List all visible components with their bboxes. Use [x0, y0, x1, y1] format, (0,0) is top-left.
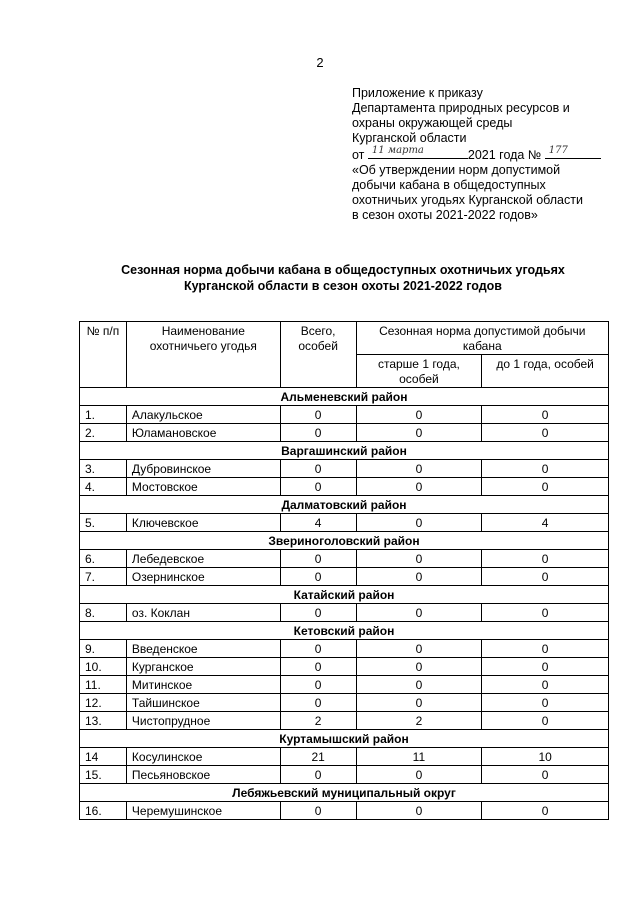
younger-count: 0: [482, 676, 609, 694]
district-row: [80, 586, 609, 604]
younger-count: 0: [482, 802, 609, 820]
row-number: 14: [80, 748, 127, 766]
older-count: 0: [356, 460, 482, 478]
total-count: 0: [280, 550, 356, 568]
older-count: 0: [356, 640, 482, 658]
younger-count: 0: [482, 658, 609, 676]
hunting-ground-name: Черемушинское: [126, 802, 280, 820]
older-count: 0: [356, 802, 482, 820]
total-count: 0: [280, 406, 356, 424]
total-count: 0: [280, 478, 356, 496]
row-number: 7.: [80, 568, 127, 586]
row-number: 13.: [80, 712, 127, 730]
date-fill: [368, 146, 468, 159]
appendix-line: Департамента природных ресурсов и: [352, 101, 570, 115]
hunting-ground-name: Лебедевское: [126, 550, 280, 568]
appendix-block: [352, 86, 622, 223]
district-row: [80, 388, 609, 406]
row-number: 12.: [80, 694, 127, 712]
hunting-ground-name: Юламановское: [126, 424, 280, 442]
table-row: [80, 694, 609, 712]
table-row: [80, 604, 609, 622]
row-number: 1.: [80, 406, 127, 424]
table-row: [80, 640, 609, 658]
younger-count: 0: [482, 460, 609, 478]
older-count: 0: [356, 568, 482, 586]
appendix-line: Приложение к приказу: [352, 86, 483, 100]
table-row: [80, 568, 609, 586]
district-name: Кетовский район: [80, 622, 609, 640]
header-season: Сезонная норма допустимой добычи кабана: [356, 322, 608, 355]
date-prefix: от: [352, 148, 365, 162]
older-count: 0: [356, 604, 482, 622]
hunting-ground-name: Курганское: [126, 658, 280, 676]
row-number: 9.: [80, 640, 127, 658]
older-count: 0: [356, 766, 482, 784]
older-count: 0: [356, 694, 482, 712]
table-row: [80, 460, 609, 478]
district-row: [80, 730, 609, 748]
appendix-quote: охотничьих угодьях Курганской области: [352, 193, 583, 207]
header-younger: до 1 года, особей: [482, 355, 609, 388]
header-num: № п/п: [80, 322, 127, 388]
table-row: [80, 658, 609, 676]
older-count: 0: [356, 424, 482, 442]
total-count: 4: [280, 514, 356, 532]
younger-count: 0: [482, 478, 609, 496]
table-row: [80, 712, 609, 730]
number-fill: [545, 146, 601, 159]
total-count: 0: [280, 604, 356, 622]
row-number: 16.: [80, 802, 127, 820]
older-count: 2: [356, 712, 482, 730]
table-row: [80, 676, 609, 694]
quota-table: [79, 321, 609, 820]
total-count: 0: [280, 568, 356, 586]
district-name: Звериноголовский район: [80, 532, 609, 550]
hunting-ground-name: Тайшинское: [126, 694, 280, 712]
younger-count: 0: [482, 550, 609, 568]
hunting-ground-name: Косулинское: [126, 748, 280, 766]
table-row: [80, 748, 609, 766]
older-count: 0: [356, 550, 482, 568]
total-count: 0: [280, 460, 356, 478]
district-row: [80, 622, 609, 640]
hunting-ground-name: Алакульское: [126, 406, 280, 424]
row-number: 2.: [80, 424, 127, 442]
appendix-quote: в сезон охоты 2021-2022 годов»: [352, 208, 538, 222]
hunting-ground-name: Ключевское: [126, 514, 280, 532]
total-count: 0: [280, 676, 356, 694]
younger-count: 0: [482, 406, 609, 424]
row-number: 5.: [80, 514, 127, 532]
older-count: 0: [356, 676, 482, 694]
younger-count: 0: [482, 424, 609, 442]
hunting-ground-name: Введенское: [126, 640, 280, 658]
document-title: [60, 262, 626, 294]
header-total: Всего, особей: [280, 322, 356, 388]
younger-count: 0: [482, 694, 609, 712]
table-body: [80, 388, 609, 820]
total-count: 0: [280, 694, 356, 712]
date-middle: 2021 года №: [467, 148, 542, 162]
total-count: 0: [280, 424, 356, 442]
younger-count: 0: [482, 712, 609, 730]
younger-count: 10: [482, 748, 609, 766]
younger-count: 0: [482, 568, 609, 586]
appendix-line: Курганской области: [352, 131, 467, 145]
hunting-ground-name: Песьяновское: [126, 766, 280, 784]
older-count: 11: [356, 748, 482, 766]
district-name: Варгашинский район: [80, 442, 609, 460]
table-row: [80, 424, 609, 442]
appendix-date-line: [352, 146, 622, 163]
row-number: 6.: [80, 550, 127, 568]
district-row: [80, 532, 609, 550]
district-name: Альменевский район: [80, 388, 609, 406]
district-name: Куртамышский район: [80, 730, 609, 748]
hunting-ground-name: Озернинское: [126, 568, 280, 586]
hunting-ground-name: Мостовское: [126, 478, 280, 496]
appendix-quote: добычи кабана в общедоступных: [352, 178, 546, 192]
total-count: 2: [280, 712, 356, 730]
total-count: 0: [280, 658, 356, 676]
district-name: Катайский район: [80, 586, 609, 604]
older-count: 0: [356, 658, 482, 676]
row-number: 15.: [80, 766, 127, 784]
title-line: Курганской области в сезон охоты 2021-2022 годов: [184, 279, 502, 293]
district-row: [80, 442, 609, 460]
row-number: 3.: [80, 460, 127, 478]
table-row: [80, 550, 609, 568]
header-older: старше 1 года, особей: [356, 355, 482, 388]
district-name: Лебяжьевский муниципальный округ: [80, 784, 609, 802]
appendix-quote: «Об утверждении норм допустимой: [352, 163, 561, 177]
district-name: Далматовский район: [80, 496, 609, 514]
younger-count: 0: [482, 604, 609, 622]
table-row: [80, 514, 609, 532]
hunting-ground-name: Митинское: [126, 676, 280, 694]
younger-count: 0: [482, 766, 609, 784]
row-number: 4.: [80, 478, 127, 496]
younger-count: 4: [482, 514, 609, 532]
table-row: [80, 802, 609, 820]
total-count: 0: [280, 802, 356, 820]
district-row: [80, 784, 609, 802]
row-number: 10.: [80, 658, 127, 676]
older-count: 0: [356, 406, 482, 424]
handwritten-date: 11 марта: [371, 145, 424, 156]
district-row: [80, 496, 609, 514]
table-row: [80, 478, 609, 496]
total-count: 0: [280, 766, 356, 784]
header-name: Наименование охотничьего угодья: [126, 322, 280, 388]
hunting-ground-name: Дубровинское: [126, 460, 280, 478]
title-line: Сезонная норма добычи кабана в общедоступных охотничьих угодьях: [121, 263, 565, 277]
older-count: 0: [356, 514, 482, 532]
total-count: 21: [280, 748, 356, 766]
younger-count: 0: [482, 640, 609, 658]
page-number: 2: [316, 55, 324, 70]
row-number: 11.: [80, 676, 127, 694]
hunting-ground-name: оз. Коклан: [126, 604, 280, 622]
appendix-line: охраны окружающей среды: [352, 116, 513, 130]
table-row: [80, 406, 609, 424]
total-count: 0: [280, 640, 356, 658]
table-row: [80, 766, 609, 784]
older-count: 0: [356, 478, 482, 496]
hunting-ground-name: Чистопрудное: [126, 712, 280, 730]
row-number: 8.: [80, 604, 127, 622]
handwritten-number: 177: [548, 145, 568, 156]
